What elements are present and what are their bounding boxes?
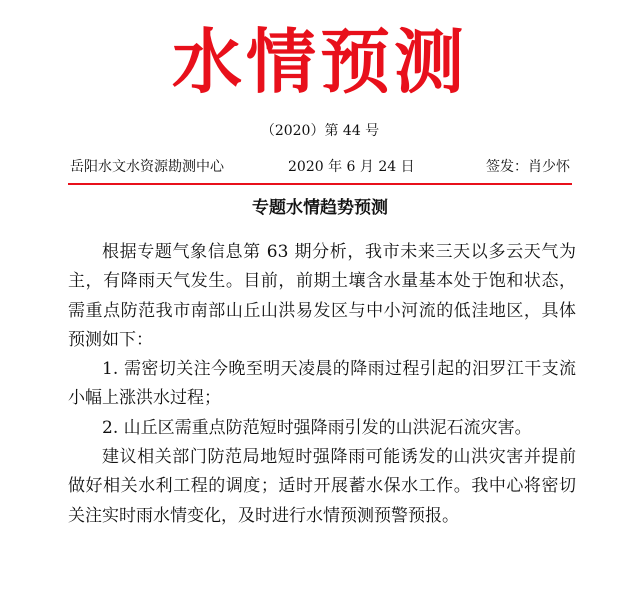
red-divider — [68, 183, 572, 185]
document-title: 水情预测 — [172, 21, 468, 103]
issuer-name: 岳阳水文水资源勘测中心 — [70, 159, 224, 175]
signer: 签发：肖少怀 — [486, 159, 570, 175]
issue-date: 2020 年 6 月 24 日 — [288, 159, 415, 175]
body-paragraph-item-2: 2. 山丘区需重点防范短时强降雨引发的山洪泥石流灾害。 — [102, 417, 532, 438]
body-paragraph-item-1: 1. 需密切关注今晚至明天凌晨的降雨过程引起的汨罗江干支流小幅上涨洪水过程； — [68, 359, 576, 409]
body-paragraph-intro: 根据专题气象信息第 63 期分析，我市未来三天以多云天气为主，有降雨天气发生。目前，前期土壤含水量基本处于饱和状态，需重点防范我市南部山丘山洪易发区与中小河流的低洼地区，具体预测如下： — [68, 242, 576, 350]
document-body — [68, 238, 576, 531]
header-meta-row — [70, 157, 570, 177]
issue-number: （2020）第 44 号 — [260, 123, 380, 139]
topic-title: 专题水情趋势预测 — [252, 198, 388, 218]
body-paragraph-advice: 建议相关部门防范局地短时强降雨可能诱发的山洪灾害并提前做好相关水利工程的调度；适时开展蓄水保水工作。我中心将密切关注实时雨水情变化，及时进行水情预测预警预报。 — [68, 447, 576, 526]
